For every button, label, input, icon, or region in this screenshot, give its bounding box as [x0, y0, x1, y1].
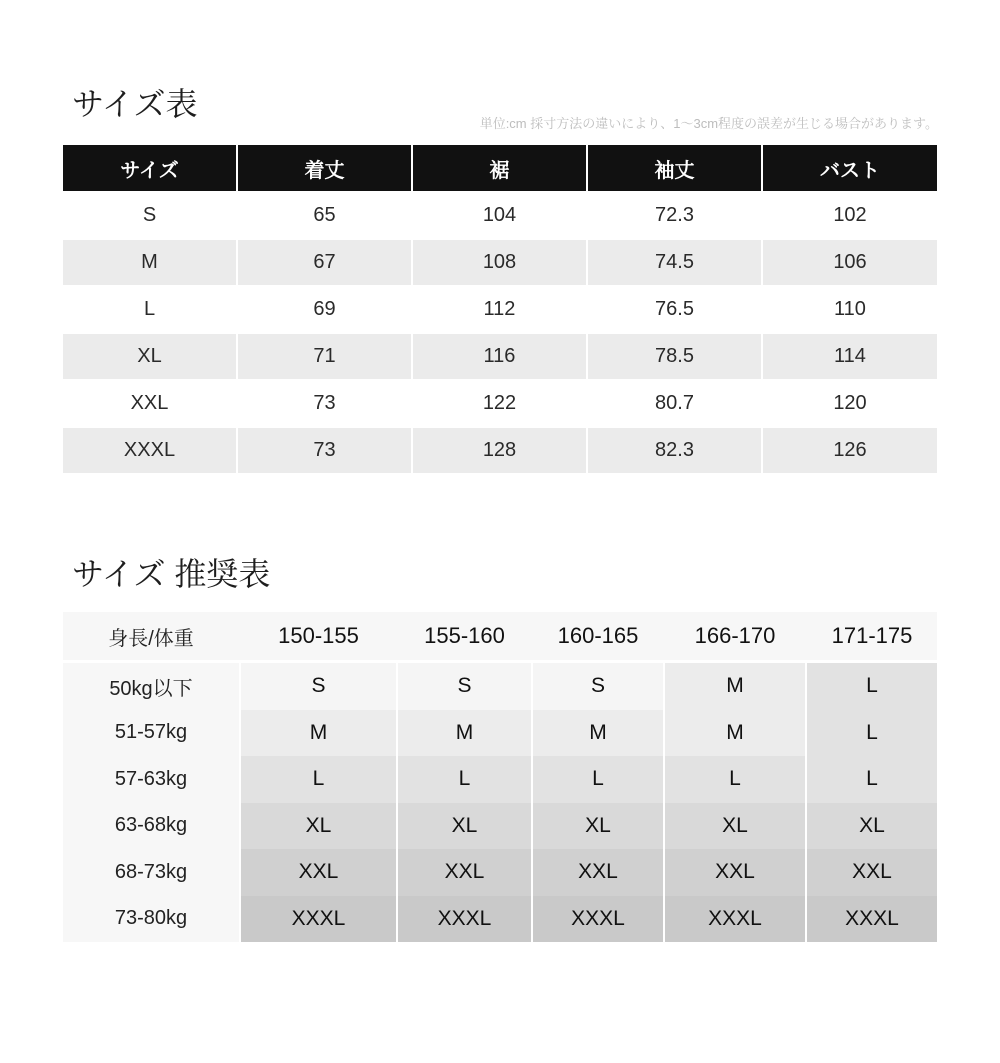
measurement-cell: 102 [833, 204, 867, 226]
measurement-cell: 82.3 [588, 428, 761, 473]
size-label-cell: M [63, 240, 236, 285]
measurement-cell: 74.5 [588, 240, 761, 285]
recommended-size-cell: XXL [533, 849, 663, 896]
recommended-size-cell: XL [533, 803, 663, 850]
height-header-row [63, 612, 937, 660]
recommended-size-cell: XXL [241, 849, 396, 896]
size-label-cell: XL [63, 334, 236, 379]
measurement-cell: 69 [313, 298, 336, 320]
recommended-size-cell: XXL [807, 849, 937, 896]
size-label-cell: XXL [130, 392, 169, 414]
column-header-size: サイズ [63, 145, 236, 191]
measurement-cell: 71 [238, 334, 411, 379]
recommended-size-cell: XXXL [665, 896, 805, 943]
recommended-size-cell: M [533, 710, 663, 757]
recommended-size-cell: L [807, 756, 937, 803]
size-row [63, 287, 937, 332]
recommended-size-cell: S [398, 663, 531, 710]
height-range-header: 155-160 [424, 623, 505, 648]
column-header-bust: バスト [763, 145, 937, 191]
weight-row [63, 849, 937, 896]
measurement-cell: 67 [238, 240, 411, 285]
measurement-cell: 128 [413, 428, 586, 473]
recommended-size-cell: XXL [665, 849, 805, 896]
recommended-size-cell: S [533, 663, 663, 710]
recommended-size-cell: XL [665, 803, 805, 850]
measurement-cell: 112 [483, 298, 516, 320]
size-table-title: サイズ表 [72, 86, 198, 122]
measurement-cell: 106 [763, 240, 937, 285]
weight-range-label: 57-63kg [63, 756, 239, 803]
height-range-header: 150-155 [278, 623, 359, 648]
weight-range-label: 73-80kg [63, 896, 239, 943]
recommended-size-cell: XL [398, 803, 531, 850]
measurement-cell: 80.7 [655, 392, 694, 414]
recommended-size-cell: XXL [398, 849, 531, 896]
measurement-cell: 104 [482, 204, 517, 226]
size-row [63, 334, 937, 379]
weight-range-label: 63-68kg [63, 803, 239, 850]
recommended-size-cell: S [241, 663, 396, 710]
measurement-cell: 78.5 [588, 334, 761, 379]
measurement-note: 単位:cm 採寸方法の違いにより、1〜3cm程度の誤差が生じる場合があります。 [479, 116, 938, 131]
size-row [63, 193, 937, 238]
recommended-size-cell: L [533, 756, 663, 803]
measurement-cell: 110 [834, 298, 866, 320]
height-weight-corner-label: 身長/体重 [108, 627, 194, 650]
size-table [63, 145, 937, 473]
size-row [63, 240, 937, 285]
recommended-size-cell: XL [241, 803, 396, 850]
recommended-size-cell: XXXL [807, 896, 937, 943]
weight-range-label: 50kg以下 [63, 663, 239, 710]
recommended-size-cell: XXXL [533, 896, 663, 943]
size-row [63, 428, 937, 473]
recommended-size-cell: L [241, 756, 396, 803]
recommendation-body [63, 663, 937, 942]
weight-row [63, 710, 937, 757]
weight-range-label: 51-57kg [63, 710, 239, 757]
height-range-header: 166-170 [694, 623, 776, 648]
column-header-sleeve: 袖丈 [588, 145, 761, 191]
weight-row [63, 663, 937, 710]
weight-range-label: 68-73kg [63, 849, 239, 896]
measurement-cell: 108 [413, 240, 586, 285]
measurement-cell: 126 [763, 428, 937, 473]
recommended-size-cell: XXXL [241, 896, 396, 943]
recommended-size-cell: M [665, 710, 805, 757]
recommended-size-cell: M [665, 663, 805, 710]
measurement-cell: 114 [763, 334, 937, 379]
measurement-cell: 72.3 [655, 204, 694, 226]
column-header-length: 着丈 [238, 145, 411, 191]
recommended-size-cell: L [398, 756, 531, 803]
column-header-hem: 裾 [413, 145, 586, 191]
weight-row [63, 756, 937, 803]
recommended-size-cell: M [241, 710, 396, 757]
measurement-cell: 76.5 [655, 298, 694, 320]
size-recommendation-table [63, 612, 937, 942]
height-range-header: 160-165 [557, 623, 639, 648]
recommended-size-cell: XXXL [398, 896, 531, 943]
recommended-size-cell: L [807, 710, 937, 757]
size-label-cell: L [143, 298, 156, 320]
recommended-size-cell: L [665, 756, 805, 803]
measurement-cell: 65 [313, 204, 336, 226]
measurement-cell: 122 [482, 392, 517, 414]
recommended-size-cell: M [398, 710, 531, 757]
size-label-cell: XXXL [63, 428, 236, 473]
recommended-size-cell: XL [807, 803, 937, 850]
size-row [63, 381, 937, 426]
weight-row [63, 803, 937, 850]
recommended-size-cell: L [807, 663, 937, 710]
size-label-cell: S [142, 204, 157, 226]
size-table-header-row [63, 145, 937, 191]
measurement-cell: 120 [833, 392, 867, 414]
measurement-cell: 116 [413, 334, 586, 379]
size-recommendation-title: サイズ 推奨表 [72, 556, 271, 592]
weight-row [63, 896, 937, 943]
measurement-cell: 73 [313, 392, 336, 414]
measurement-cell: 73 [238, 428, 411, 473]
height-range-header: 171-175 [831, 623, 913, 648]
